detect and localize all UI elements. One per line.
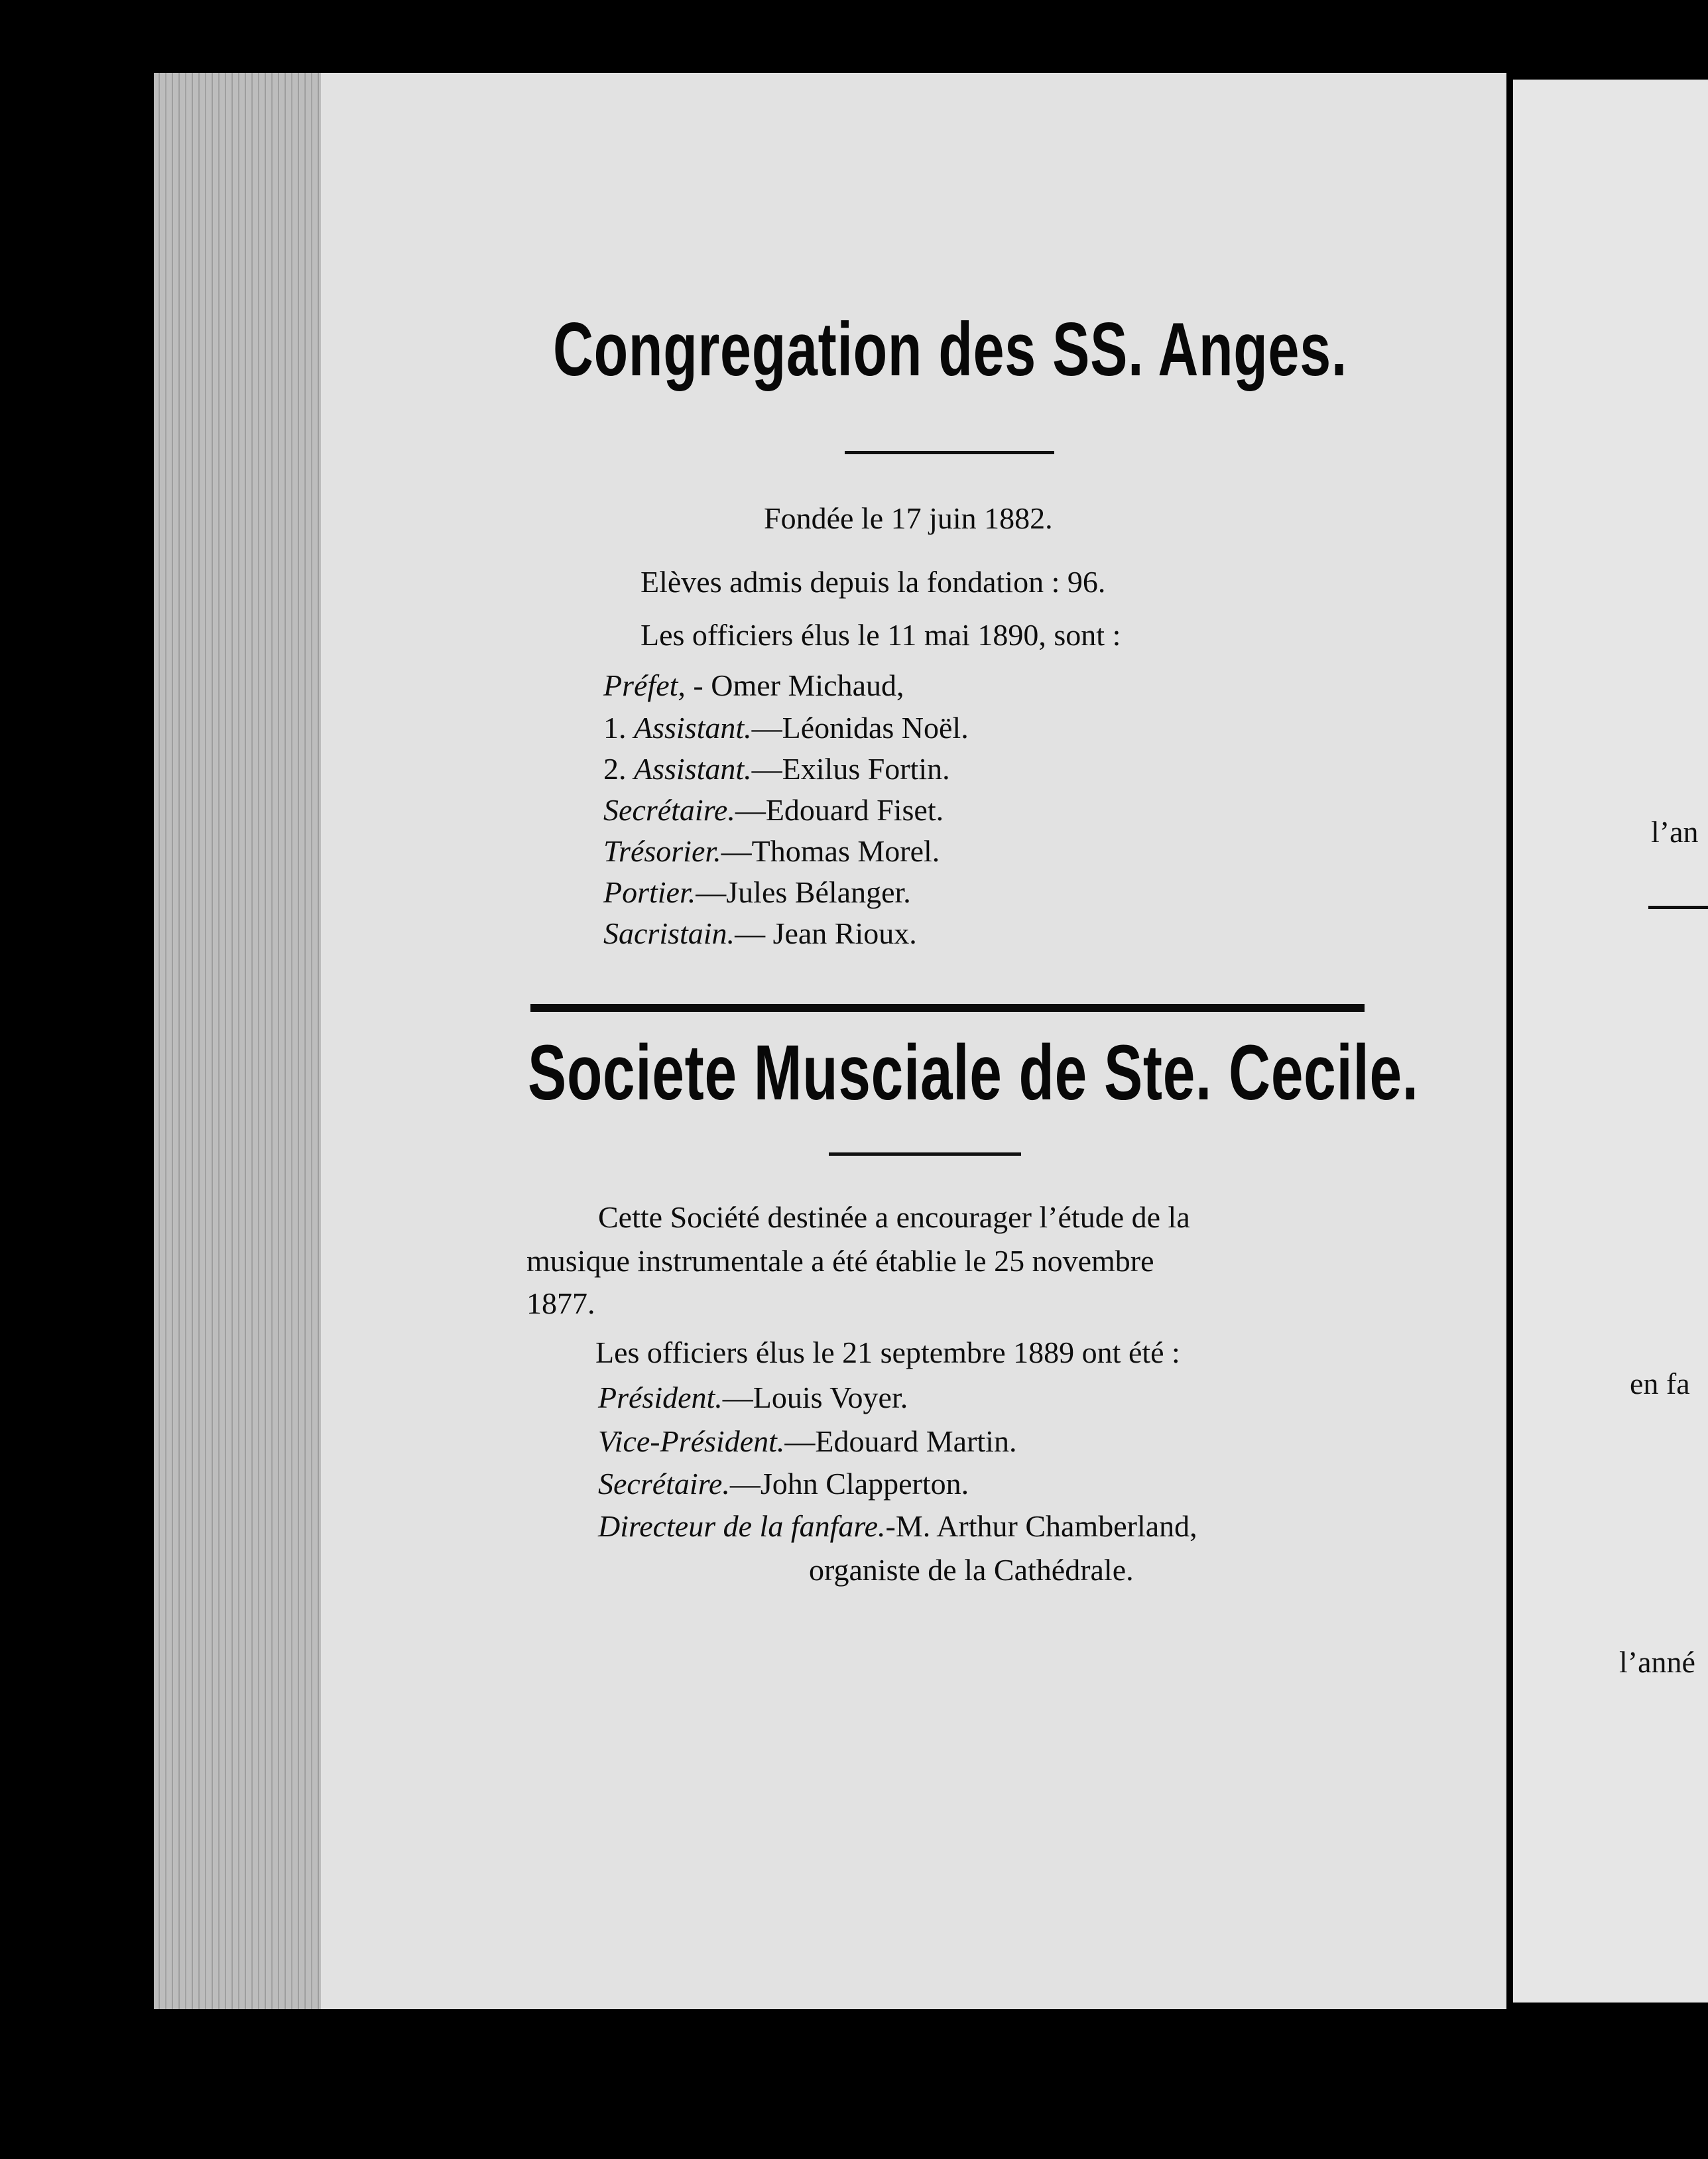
officer-row bbox=[603, 873, 911, 912]
officer-row bbox=[603, 749, 950, 789]
officer-row bbox=[603, 790, 944, 830]
officer-row bbox=[603, 914, 917, 954]
officer-sep: — bbox=[721, 834, 752, 868]
officer-prefix: 2. bbox=[603, 752, 634, 786]
officer-sep: — bbox=[735, 793, 766, 827]
officer-name: John Clapperton. bbox=[760, 1467, 969, 1501]
officer-continuation: organiste de la Cathédrale. bbox=[809, 1553, 1134, 1587]
officer-sep: — bbox=[784, 1424, 816, 1458]
officer-sep: — bbox=[729, 1467, 761, 1501]
section1-students: Elèves admis depuis la fondation : 96. bbox=[640, 565, 1106, 599]
officer-role: Assistant. bbox=[634, 752, 752, 786]
officer-sep: — bbox=[735, 916, 773, 950]
officer-role: Portier. bbox=[603, 875, 696, 909]
officer-role: Secrétaire. bbox=[598, 1467, 730, 1501]
officer-role: Préfet, bbox=[603, 668, 686, 702]
officer-row bbox=[603, 666, 904, 706]
officer-name: Thomas Morel. bbox=[751, 834, 940, 868]
officer-sep: — bbox=[722, 1381, 753, 1414]
officer-role: Sacristain. bbox=[603, 916, 735, 950]
officer-row bbox=[598, 1507, 1197, 1546]
officer-role: Trésorier. bbox=[603, 834, 721, 868]
officer-role: Vice-Président. bbox=[598, 1424, 785, 1458]
section-divider bbox=[530, 1004, 1365, 1012]
officer-role: Président. bbox=[598, 1381, 723, 1414]
officer-role: Directeur de la fanfare. bbox=[598, 1509, 886, 1543]
officer-row bbox=[603, 708, 969, 748]
section2-title-rule bbox=[829, 1152, 1021, 1156]
right-text-fragment: l’an bbox=[1651, 815, 1699, 849]
officer-row bbox=[598, 1422, 1016, 1461]
section1-title: Congregation des SS. Anges. bbox=[553, 308, 1348, 392]
officer-name: Louis Voyer. bbox=[753, 1381, 908, 1414]
right-page-rule bbox=[1648, 906, 1708, 909]
right-page bbox=[1513, 80, 1708, 2003]
officer-name: Exilus Fortin. bbox=[782, 752, 950, 786]
left-page bbox=[321, 73, 1506, 2009]
officer-role: Secrétaire. bbox=[603, 793, 735, 827]
section1-officers-intro: Les officiers élus le 11 mai 1890, sont : bbox=[640, 618, 1121, 652]
officer-prefix: 1. bbox=[603, 711, 634, 745]
officer-sep: - bbox=[685, 668, 711, 702]
officer-name: Léonidas Noël. bbox=[782, 711, 969, 745]
section2-title: Societe Musciale de Ste. Cecile. bbox=[528, 1029, 1419, 1117]
officer-name: Jules Bélanger. bbox=[726, 875, 911, 909]
officer-name: Jean Rioux. bbox=[772, 916, 917, 950]
section1-founded: Fondée le 17 juin 1882. bbox=[764, 501, 1053, 535]
officer-sep: — bbox=[751, 752, 782, 786]
officer-name: Omer Michaud, bbox=[711, 668, 904, 702]
officer-name: Edouard Fiset. bbox=[765, 793, 944, 827]
page-stack-edge bbox=[154, 73, 321, 2009]
officer-row bbox=[598, 1378, 908, 1418]
officer-row bbox=[603, 832, 940, 871]
officer-role: Assistant. bbox=[634, 711, 752, 745]
section1-title-rule bbox=[845, 451, 1054, 454]
section2-paragraph-line: musique instrumentale a été établie le 25 novembre bbox=[526, 1244, 1154, 1278]
officer-row bbox=[598, 1464, 969, 1504]
officer-sep: - bbox=[885, 1509, 896, 1543]
section2-officers-intro: Les officiers élus le 21 septembre 1889 ont été : bbox=[595, 1335, 1180, 1369]
officer-name: Edouard Martin. bbox=[815, 1424, 1017, 1458]
right-text-fragment: en fa bbox=[1630, 1367, 1690, 1400]
section2-paragraph-line: 1877. bbox=[526, 1286, 595, 1320]
section2-paragraph-line: Cette Société destinée a encourager l’étude de la bbox=[598, 1200, 1190, 1234]
officer-name: M. Arthur Chamberland, bbox=[895, 1509, 1197, 1543]
officer-sep: — bbox=[696, 875, 727, 909]
officer-sep: — bbox=[751, 711, 782, 745]
right-text-fragment: l’anné bbox=[1619, 1645, 1695, 1679]
